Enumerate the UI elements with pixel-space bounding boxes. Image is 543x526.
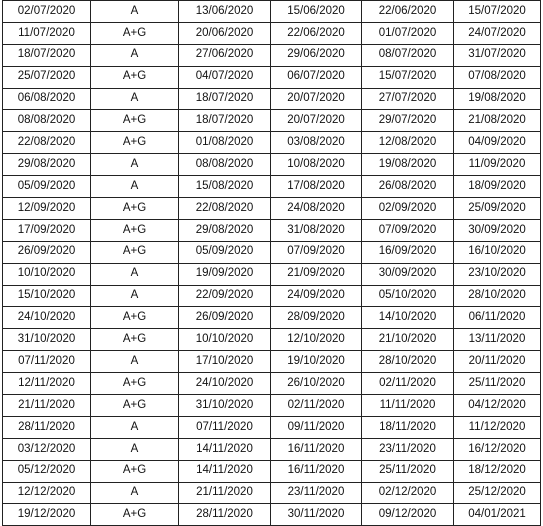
date-cell: 24/07/2020	[454, 22, 541, 44]
type-cell: A	[91, 438, 179, 460]
date-cell: 27/06/2020	[179, 44, 271, 66]
date-cell: 23/11/2020	[362, 438, 454, 460]
type-cell: A+G	[91, 373, 179, 395]
date-cell: 13/11/2020	[454, 329, 541, 351]
date-cell: 15/08/2020	[179, 176, 271, 198]
date-cell: 16/10/2020	[454, 241, 541, 263]
date-cell: 05/09/2020	[179, 241, 271, 263]
date-cell: 12/11/2020	[3, 373, 91, 395]
date-cell: 21/09/2020	[271, 263, 362, 285]
table-row	[3, 22, 541, 44]
table-row	[3, 241, 541, 263]
date-cell: 11/11/2020	[362, 395, 454, 417]
date-cell: 28/11/2020	[179, 504, 271, 526]
type-cell: A+G	[91, 307, 179, 329]
date-cell: 23/11/2020	[271, 482, 362, 504]
date-cell: 07/11/2020	[179, 416, 271, 438]
date-cell: 06/08/2020	[3, 88, 91, 110]
date-cell: 21/10/2020	[362, 329, 454, 351]
date-cell: 05/10/2020	[362, 285, 454, 307]
date-cell: 21/11/2020	[179, 482, 271, 504]
table-row	[3, 351, 541, 373]
date-cell: 17/10/2020	[179, 351, 271, 373]
date-cell: 06/07/2020	[271, 66, 362, 88]
date-cell: 22/06/2020	[362, 1, 454, 23]
type-cell: A+G	[91, 198, 179, 220]
date-cell: 24/10/2020	[3, 307, 91, 329]
date-cell: 13/06/2020	[179, 1, 271, 23]
date-cell: 05/12/2020	[3, 460, 91, 482]
date-cell: 22/08/2020	[3, 132, 91, 154]
date-cell: 17/09/2020	[3, 219, 91, 241]
date-cell: 18/09/2020	[454, 176, 541, 198]
date-cell: 15/07/2020	[362, 66, 454, 88]
table-row	[3, 504, 541, 526]
date-cell: 25/07/2020	[3, 66, 91, 88]
type-cell: A+G	[91, 395, 179, 417]
type-cell: A	[91, 285, 179, 307]
date-cell: 07/09/2020	[271, 241, 362, 263]
date-cell: 07/08/2020	[454, 66, 541, 88]
type-cell: A	[91, 351, 179, 373]
date-cell: 18/07/2020	[179, 110, 271, 132]
date-cell: 22/06/2020	[271, 22, 362, 44]
table-row	[3, 1, 541, 23]
schedule-table-body	[3, 1, 541, 526]
type-cell: A	[91, 482, 179, 504]
date-cell: 22/08/2020	[179, 198, 271, 220]
date-cell: 24/10/2020	[179, 373, 271, 395]
table-row	[3, 307, 541, 329]
date-cell: 28/10/2020	[362, 351, 454, 373]
date-cell: 02/09/2020	[362, 198, 454, 220]
table-row	[3, 373, 541, 395]
date-cell: 29/08/2020	[179, 219, 271, 241]
date-cell: 16/12/2020	[454, 438, 541, 460]
date-cell: 21/08/2020	[454, 110, 541, 132]
type-cell: A+G	[91, 219, 179, 241]
date-cell: 12/10/2020	[271, 329, 362, 351]
type-cell: A	[91, 263, 179, 285]
date-cell: 16/09/2020	[362, 241, 454, 263]
table-row	[3, 110, 541, 132]
date-cell: 31/07/2020	[454, 44, 541, 66]
date-cell: 09/11/2020	[271, 416, 362, 438]
date-cell: 29/06/2020	[271, 44, 362, 66]
type-cell: A+G	[91, 22, 179, 44]
table-row	[3, 66, 541, 88]
date-cell: 04/09/2020	[454, 132, 541, 154]
table-row	[3, 44, 541, 66]
date-cell: 30/09/2020	[454, 219, 541, 241]
date-cell: 08/07/2020	[362, 44, 454, 66]
type-cell: A	[91, 416, 179, 438]
type-cell: A+G	[91, 241, 179, 263]
date-cell: 18/07/2020	[179, 88, 271, 110]
date-cell: 21/11/2020	[3, 395, 91, 417]
date-cell: 19/12/2020	[3, 504, 91, 526]
date-cell: 04/12/2020	[454, 395, 541, 417]
date-cell: 26/09/2020	[3, 241, 91, 263]
date-cell: 10/10/2020	[3, 263, 91, 285]
date-cell: 02/11/2020	[271, 395, 362, 417]
date-cell: 25/11/2020	[454, 373, 541, 395]
date-cell: 08/08/2020	[3, 110, 91, 132]
type-cell: A+G	[91, 504, 179, 526]
table-row	[3, 395, 541, 417]
type-cell: A+G	[91, 329, 179, 351]
date-cell: 18/12/2020	[454, 460, 541, 482]
date-cell: 20/07/2020	[271, 88, 362, 110]
date-cell: 16/11/2020	[271, 438, 362, 460]
table-row	[3, 132, 541, 154]
table-row	[3, 88, 541, 110]
date-cell: 18/07/2020	[3, 44, 91, 66]
date-cell: 24/08/2020	[271, 198, 362, 220]
date-cell: 08/08/2020	[179, 154, 271, 176]
date-cell: 27/07/2020	[362, 88, 454, 110]
date-cell: 11/09/2020	[454, 154, 541, 176]
date-cell: 31/08/2020	[271, 219, 362, 241]
type-cell: A	[91, 44, 179, 66]
table-row	[3, 460, 541, 482]
table-row	[3, 198, 541, 220]
date-cell: 19/08/2020	[454, 88, 541, 110]
date-cell: 17/08/2020	[271, 176, 362, 198]
date-cell: 04/01/2021	[454, 504, 541, 526]
table-row	[3, 176, 541, 198]
date-cell: 12/12/2020	[3, 482, 91, 504]
type-cell: A	[91, 1, 179, 23]
date-cell: 18/11/2020	[362, 416, 454, 438]
date-cell: 28/10/2020	[454, 285, 541, 307]
date-cell: 15/10/2020	[3, 285, 91, 307]
date-cell: 10/10/2020	[179, 329, 271, 351]
table-row	[3, 416, 541, 438]
date-cell: 06/11/2020	[454, 307, 541, 329]
table-row	[3, 263, 541, 285]
date-cell: 25/11/2020	[362, 460, 454, 482]
date-cell: 28/11/2020	[3, 416, 91, 438]
type-cell: A+G	[91, 110, 179, 132]
date-cell: 02/11/2020	[362, 373, 454, 395]
table-row	[3, 438, 541, 460]
date-cell: 16/11/2020	[271, 460, 362, 482]
date-cell: 19/09/2020	[179, 263, 271, 285]
date-cell: 14/11/2020	[179, 438, 271, 460]
date-cell: 01/08/2020	[179, 132, 271, 154]
table-row	[3, 329, 541, 351]
date-cell: 30/09/2020	[362, 263, 454, 285]
date-cell: 23/10/2020	[454, 263, 541, 285]
date-cell: 26/08/2020	[362, 176, 454, 198]
date-cell: 20/07/2020	[271, 110, 362, 132]
date-cell: 03/08/2020	[271, 132, 362, 154]
table-row	[3, 482, 541, 504]
date-cell: 12/09/2020	[3, 198, 91, 220]
date-cell: 10/08/2020	[271, 154, 362, 176]
date-cell: 07/11/2020	[3, 351, 91, 373]
date-cell: 29/08/2020	[3, 154, 91, 176]
type-cell: A+G	[91, 460, 179, 482]
date-cell: 12/08/2020	[362, 132, 454, 154]
date-cell: 25/09/2020	[454, 198, 541, 220]
date-cell: 11/07/2020	[3, 22, 91, 44]
date-cell: 02/12/2020	[362, 482, 454, 504]
table-row	[3, 154, 541, 176]
type-cell: A	[91, 176, 179, 198]
date-cell: 26/10/2020	[271, 373, 362, 395]
date-cell: 19/08/2020	[362, 154, 454, 176]
date-cell: 01/07/2020	[362, 22, 454, 44]
date-cell: 15/07/2020	[454, 1, 541, 23]
date-cell: 29/07/2020	[362, 110, 454, 132]
table-row	[3, 285, 541, 307]
schedule-table	[2, 0, 541, 526]
date-cell: 20/06/2020	[179, 22, 271, 44]
date-cell: 31/10/2020	[179, 395, 271, 417]
table-row	[3, 219, 541, 241]
date-cell: 03/12/2020	[3, 438, 91, 460]
date-cell: 14/10/2020	[362, 307, 454, 329]
date-cell: 28/09/2020	[271, 307, 362, 329]
date-cell: 19/10/2020	[271, 351, 362, 373]
date-cell: 04/07/2020	[179, 66, 271, 88]
date-cell: 07/09/2020	[362, 219, 454, 241]
date-cell: 14/11/2020	[179, 460, 271, 482]
type-cell: A	[91, 88, 179, 110]
date-cell: 02/07/2020	[3, 1, 91, 23]
type-cell: A+G	[91, 66, 179, 88]
date-cell: 25/12/2020	[454, 482, 541, 504]
date-cell: 11/12/2020	[454, 416, 541, 438]
date-cell: 22/09/2020	[179, 285, 271, 307]
date-cell: 26/09/2020	[179, 307, 271, 329]
date-cell: 05/09/2020	[3, 176, 91, 198]
date-cell: 20/11/2020	[454, 351, 541, 373]
date-cell: 09/12/2020	[362, 504, 454, 526]
date-cell: 30/11/2020	[271, 504, 362, 526]
date-cell: 24/09/2020	[271, 285, 362, 307]
type-cell: A	[91, 154, 179, 176]
date-cell: 31/10/2020	[3, 329, 91, 351]
date-cell: 15/06/2020	[271, 1, 362, 23]
type-cell: A+G	[91, 132, 179, 154]
